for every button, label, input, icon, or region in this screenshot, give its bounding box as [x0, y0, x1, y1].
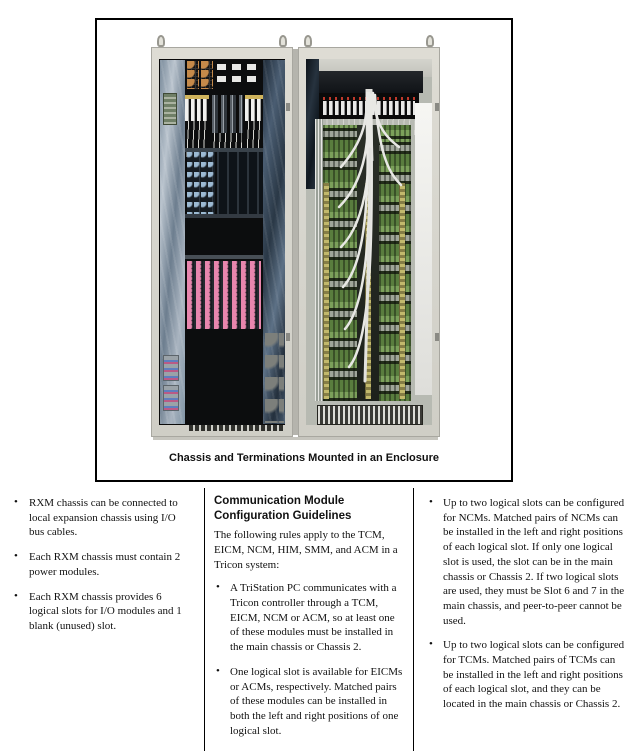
cable-bundle-graphic: [329, 89, 405, 389]
hinge: [286, 333, 290, 341]
chassis-rail: [185, 214, 263, 218]
bullet-list: [214, 581, 403, 738]
figure-frame: [95, 18, 513, 482]
label-strip: [217, 64, 261, 70]
hinge: [286, 103, 290, 111]
lifting-eye-icon: [304, 35, 312, 47]
section-intro: The following rules apply to the TCM, EICM, NCM, HIM, SMM, and ACM in a Tricon system:: [214, 529, 398, 571]
bullet-item: • Each RXM chassis must contain 2 power modules.: [12, 550, 190, 579]
column-rxm-chassis: [0, 488, 204, 751]
bullet-list: [427, 496, 627, 712]
breaker-cap-strip: [185, 95, 209, 99]
label-strip: [217, 76, 261, 82]
hinge: [435, 103, 439, 111]
cable-strand: [375, 95, 401, 185]
bullet-item: • Up to two logical slots can be configured for TCMs. Matched pairs of TCMs can be installed in the left and right positions of each logical slot, and they can be located in the main chassis or Chassis 2.: [427, 638, 627, 712]
empty-slot-ribs: [217, 152, 263, 214]
fan-module: [201, 61, 213, 89]
enclosure-photo: [151, 33, 440, 440]
terminal-module: [163, 385, 179, 411]
vent-slots: [187, 425, 283, 431]
section-heading: Communication Module Configuration Guidelines: [214, 495, 352, 522]
terminal-module: [163, 355, 179, 381]
module-card-cage: [187, 152, 215, 214]
bullet-item: • Each RXM chassis provides 6 logical slots for I/O modules and 1 blank (unused) slot.: [12, 590, 190, 634]
breaker-row: [245, 95, 265, 121]
bullet-item: • A TriStation PC communicates with a Tricon controller through a TCM, EICM, NCM or ACM, so at least one of these modules must be installed in the main chassis or Chassis 2.: [214, 581, 403, 655]
lifting-eye-icon: [157, 35, 165, 47]
grounding-clamp: [163, 93, 177, 125]
breaker-cap-strip: [245, 95, 265, 99]
mounting-rail: [265, 333, 284, 423]
wiring-duct: [315, 119, 323, 401]
breaker-row: [185, 95, 209, 121]
vent-grille: [317, 405, 423, 425]
bullet-item: • Up to two logical slots can be configured for NCMs. Matched pairs of NCMs can be installed in the left and right positions of each logical slot. If only one logical slot is used, the slot can be in the main chassis or Chassis 2. If two logical slots are used, they must be Slot 6 and 7 in the main chassis, and peer-to-peer cannot be used.: [427, 496, 627, 628]
cable-strand: [341, 93, 367, 167]
side-panel-white: [415, 103, 432, 395]
bullet-list: [12, 496, 190, 634]
cabinet-shadow: [153, 437, 438, 440]
lifting-eye-icon: [279, 35, 287, 47]
contactor-bank: [211, 95, 243, 133]
figure-caption: Chassis and Terminations Mounted in an Enclosure: [169, 452, 439, 464]
io-module-led-strips: [187, 261, 261, 329]
text-columns: [0, 488, 635, 751]
lifting-eye-icon: [426, 35, 434, 47]
fan-module: [187, 61, 199, 89]
hinge: [435, 333, 439, 341]
chassis-rail: [185, 255, 263, 259]
bullet-item: • RXM chassis can be connected to local expansion chassis using I/O bus cables.: [12, 496, 190, 540]
column-comm-guidelines: [205, 488, 413, 751]
column-ncm-tcm-slots: [414, 488, 635, 751]
bullet-item: • One logical slot is available for EICMs or ACMs, respectively. Matched pairs of these modules can be installed in both the left and right positions of one logical slot.: [214, 665, 403, 739]
